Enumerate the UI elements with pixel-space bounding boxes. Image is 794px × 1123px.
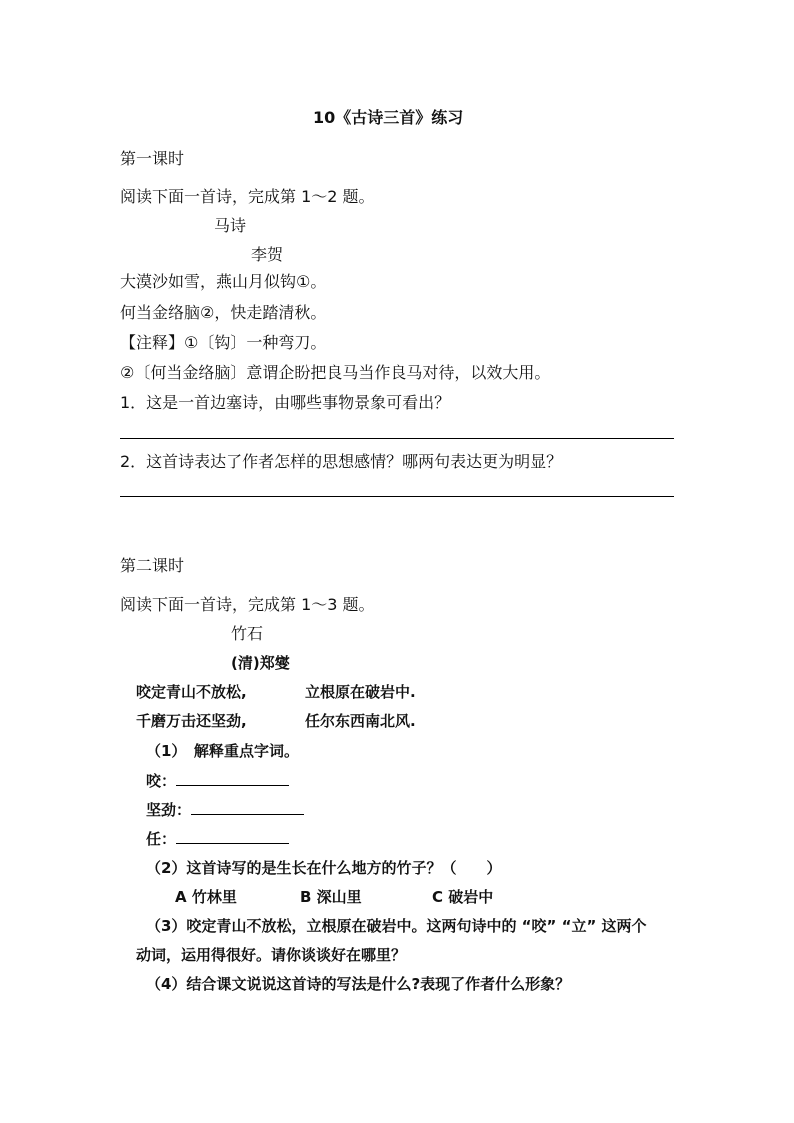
lesson1-question-2: 2．这首诗表达了作者怎样的思想感情？哪两句表达更为明显？ (120, 452, 563, 471)
lesson1-note-2: ②〔何当金络脑〕意谓企盼把良马当作良马对待，以效大用。 (120, 363, 551, 382)
vocab-item-jianjin (146, 800, 304, 820)
option-b[interactable]: B 深山里 (300, 888, 362, 906)
lesson2-poem-title: 竹石 (231, 624, 264, 643)
lesson1-answer-line-2[interactable] (120, 496, 674, 497)
lesson2-poem-row-2-right: 任尔东西南北风. (305, 712, 416, 730)
page-title: 10《古诗三首》练习 (313, 108, 464, 127)
vocab-item-yao (146, 771, 289, 791)
lesson2-heading: 第二课时 (120, 556, 185, 575)
vocab-label: 咬： (146, 772, 177, 790)
vocab-label: 坚劲： (146, 801, 192, 819)
lesson1-poem-line-1: 大漠沙如雪，燕山月似钩①。 (120, 272, 327, 291)
lesson1-poem-author: 李贺 (251, 245, 284, 264)
lesson2-question-4: （4）结合课文说说这首诗的写法是什么?表现了作者什么形象？ (146, 975, 571, 993)
lesson2-poem-row-1-right: 立根原在破岩中. (305, 683, 416, 701)
lesson1-question-1: 1．这是一首边塞诗，由哪些事物景象可看出？ (120, 393, 451, 412)
vocab-blank[interactable] (176, 771, 289, 786)
lesson2-instruction: 阅读下面一首诗，完成第 1～3 题。 (120, 595, 375, 614)
lesson2-question-3-line-2: 动词，运用得很好。请你谈谈好在哪里？ (136, 946, 407, 964)
vocab-blank[interactable] (176, 829, 289, 844)
lesson2-question-3-line-1: （3）咬定青山不放松，立根原在破岩中。这两句诗中的 “咬” “立” 这两个 (146, 917, 647, 935)
lesson2-poem-author: (清)郑燮 (231, 654, 290, 672)
vocab-label: 任： (146, 830, 177, 848)
lesson2-question-1: （1） 解释重点字词。 (146, 742, 299, 760)
option-c[interactable]: C 破岩中 (432, 888, 494, 906)
lesson1-heading: 第一课时 (120, 149, 185, 168)
lesson1-answer-line-1[interactable] (120, 438, 674, 439)
lesson1-note-1: 【注释】①〔钩〕一种弯刀。 (120, 333, 327, 352)
lesson1-instruction: 阅读下面一首诗，完成第 1～2 题。 (120, 187, 375, 206)
lesson1-poem-title: 马诗 (214, 216, 247, 235)
lesson2-poem-row-1-left: 咬定青山不放松, (136, 683, 247, 701)
option-a[interactable]: A 竹林里 (175, 888, 237, 906)
lesson2-poem-row-2-left: 千磨万击还坚劲, (136, 712, 247, 730)
vocab-item-ren (146, 829, 289, 849)
vocab-blank[interactable] (191, 800, 304, 815)
lesson2-question-2: （2）这首诗写的是生长在什么地方的竹子？（ ） (146, 859, 502, 877)
lesson1-poem-line-2: 何当金络脑②，快走踏清秋。 (120, 303, 327, 322)
